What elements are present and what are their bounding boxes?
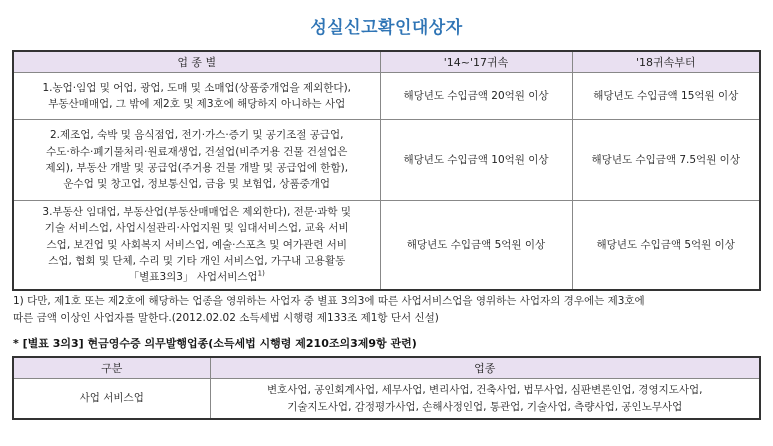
table-header-row xyxy=(13,357,760,379)
threshold-2014: 해당년도 수입금액 20억원 이상 xyxy=(380,73,572,120)
header-2014-2017: '14~'17귀속 xyxy=(380,51,572,73)
industry-description: 1.농업·임업 및 어업, 광업, 도매 및 소매업(상품중개업을 제외한다), 부동산매매업, 그 밖에 제2호 및 제3호에 해당하지 아니하는 사업 xyxy=(13,73,380,120)
header-category: 구분 xyxy=(13,357,210,379)
footnote-marker: 1) xyxy=(257,269,265,278)
category-cell: 사업 서비스업 xyxy=(13,379,210,420)
threshold-2014: 해당년도 수입금액 10억원 이상 xyxy=(380,120,572,201)
industry-list-cell: 변호사업, 공인회계사업, 세무사업, 변리사업, 건축사업, 법무사업, 심판변론인업, 경영지도사업, 기술지도사업, 감정평가사업, 손해사정인업, 통관업, 기술사업, 측량사업, 공인노무사업 xyxy=(210,379,760,420)
threshold-2014: 해당년도 수입금액 5억원 이상 xyxy=(380,201,572,290)
table-row xyxy=(13,73,760,120)
table-row xyxy=(13,201,760,290)
income-threshold-table xyxy=(12,50,761,291)
threshold-2018: 해당년도 수입금액 7.5억원 이상 xyxy=(572,120,760,201)
industry-description: 2.제조업, 숙박 및 음식점업, 전기·가스·증기 및 공기조절 공급업, 수도·하수·폐기물처리·원료재생업, 건설업(비주거용 건물 건설업은 제외), 부동산 개발 및 공급업(주거용 건물 개발 및 공급업에 한함), 운수업 및 창고업, 정보통신업, 금융 및 보험업, 상품중개업 xyxy=(13,120,380,201)
threshold-2018: 해당년도 수입금액 5억원 이상 xyxy=(572,201,760,290)
table-row xyxy=(13,120,760,201)
header-2018-onward: '18귀속부터 xyxy=(572,51,760,73)
table-row xyxy=(13,379,760,420)
footnote: 1) 다만, 제1호 또는 제2호에 해당하는 업종을 영위하는 사업자 중 별표 3의3에 따른 사업서비스업을 영위하는 사업자의 경우에는 제3호에 따른 금액 이상인 사업자를 말한다.(2012.02.02 소득세법 시행령 제133조 제1항 단서 신설) xyxy=(13,295,645,324)
header-industry: 업 종 별 xyxy=(13,51,380,73)
table-header-row xyxy=(13,51,760,73)
cash-receipt-industry-table xyxy=(12,356,761,420)
section-subheading: * [별표 3의3] 현금영수증 의무발행업종(소득세법 시행령 제210조의3제9항 관련) xyxy=(13,337,417,350)
header-industry-list: 업종 xyxy=(210,357,760,379)
page-title: 성실신고확인대상자 xyxy=(310,18,463,38)
industry-description: 3.부동산 임대업, 부동산업(부동산매매업은 제외한다), 전문·과학 및 기술 서비스업, 사업시설관리·사업지원 및 임대서비스업, 교육 서비 스업, 보건업 및 사회복지 서비스업, 예술·스포츠 및 여가관련 서비 스업, 협회 및 단체, 수리 및 기타 개인 서비스업, 가구내 고용활동 「별표3의3」 사업서비스업$^{1)}$ xyxy=(13,201,380,290)
threshold-2018: 해당년도 수입금액 15억원 이상 xyxy=(572,73,760,120)
